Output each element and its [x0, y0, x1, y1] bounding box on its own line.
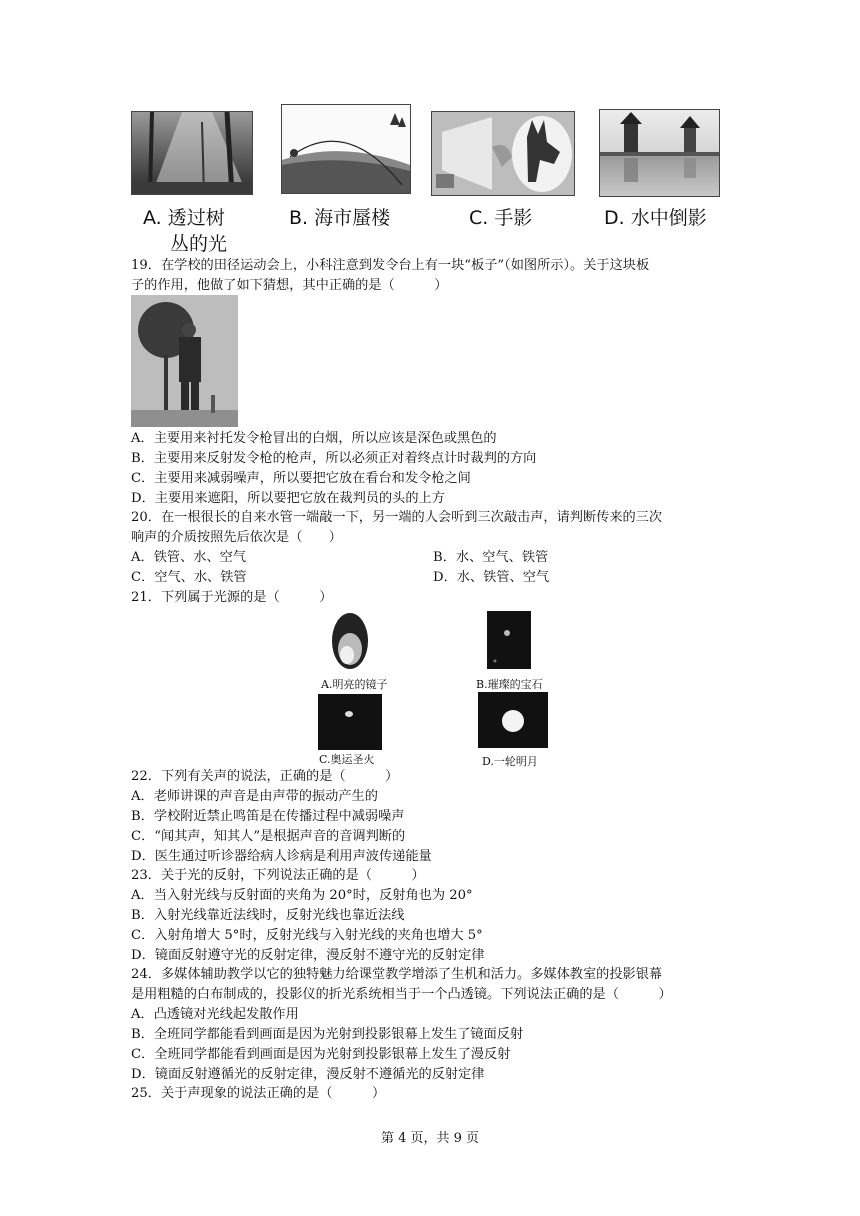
gemstone-caption: B.璀璨的宝石 [476, 678, 543, 691]
moon-picture [478, 692, 548, 748]
q25-stem: 25．关于声现象的说法正确的是（ ） [131, 1086, 386, 1101]
q23-stem: 23．关于光的反射，下列说法正确的是（ ） [131, 868, 425, 883]
q24-option-b: B．全班同学都能看到画面是因为光射到投影银幕上发生了镜面反射 [131, 1027, 524, 1042]
q23-option-b: B．入射光线靠近法线时，反射光线也靠近法线 [131, 908, 405, 923]
q20-option-c: C．空气、水、铁管 [131, 570, 247, 585]
option-b-caption: B. 海市蜃楼 [289, 207, 391, 229]
olympic-flame-picture [318, 694, 382, 750]
option-c-caption: C. 手影 [469, 207, 533, 229]
q19-stem-line2: 子的作用，他做了如下猜想，其中正确的是（ ） [131, 278, 448, 293]
water-reflection-photo [599, 109, 720, 197]
q23-option-c: C．入射角增大 5°时，反射光线与入射光线的夹角也增大 5° [131, 928, 483, 943]
q23-option-d: D．镜面反射遵守光的反射定律，漫反射不遵守光的反射定律 [131, 948, 485, 963]
q19-option-c: C．主要用来减弱噪声，所以要把它放在看台和发令枪之间 [131, 471, 471, 486]
q24-option-d: D．镜面反射遵循光的反射定律，漫反射不遵循光的反射定律 [131, 1067, 485, 1082]
q22-stem: 22．下列有关声的说法，正确的是（ ） [131, 769, 399, 784]
q24-stem-line2: 是用粗糙的白布制成的，投影仪的折光系统相当于一个凸透镜。下列说法正确的是（ ） [131, 987, 672, 1002]
option-d-caption: D. 水中倒影 [604, 207, 707, 229]
gemstone-picture [487, 611, 531, 669]
option-a-caption: A. 透过树 [143, 207, 225, 229]
q24-option-c: C．全班同学都能看到画面是因为光射到投影银幕上发生了漫反射 [131, 1047, 511, 1062]
q20-stem-line2: 响声的介质按照先后依次是（ ） [131, 530, 342, 545]
q19-stem-line1: 19．在学校的田径运动会上，小科注意到发令台上有一块“板子”（如图所示）。关于这块板 [131, 258, 650, 273]
bright-mirror-caption: A.明亮的镜子 [321, 678, 388, 691]
q19-option-a: A．主要用来衬托发令枪冒出的白烟，所以应该是深色或黑色的 [131, 431, 497, 446]
q20-option-a: A．铁管、水、空气 [131, 550, 247, 565]
q20-option-d: D．水、铁管、空气 [433, 570, 550, 585]
q20-option-b: B．水、空气、铁管 [433, 550, 549, 565]
q20-stem-line1: 20．在一根很长的自来水管一端敲一下，另一端的人会听到三次敲击声，请判断传来的三次 [131, 510, 663, 525]
starting-board-photo [131, 295, 238, 427]
q21-stem: 21．下列属于光源的是（ ） [131, 590, 333, 605]
tree-light-photo [131, 111, 253, 195]
option-a-caption-line2: 丛的光 [170, 233, 228, 255]
q23-option-a: A．当入射光线与反射面的夹角为 20°时，反射角也为 20° [131, 888, 473, 903]
hand-shadow-picture [431, 111, 575, 196]
q22-option-c: C．“闻其声，知其人”是根据声音的音调判断的 [131, 829, 406, 844]
olympic-flame-caption: C.奥运圣火 [319, 753, 375, 766]
q24-stem-line1: 24．多媒体辅助教学以它的独特魅力给课堂教学增添了生机和活力。多媒体教室的投影银幕 [131, 967, 663, 982]
mirage-picture [281, 104, 411, 194]
q22-option-a: A．老师讲课的声音是由声带的振动产生的 [131, 789, 378, 804]
q22-option-b: B．学校附近禁止鸣笛是在传播过程中减弱噪声 [131, 809, 405, 824]
q19-option-b: B．主要用来反射发令枪的枪声，所以必须正对着终点计时裁判的方向 [131, 451, 537, 466]
bright-mirror-picture [322, 609, 382, 675]
moon-caption: D.一轮明月 [482, 755, 538, 768]
q24-option-a: A．凸透镜对光线起发散作用 [131, 1007, 299, 1022]
page-footer: 第 4 页，共 9 页 [380, 1131, 480, 1146]
q19-option-d: D．主要用来遮阳，所以要把它放在裁判员的头的上方 [131, 491, 445, 506]
q22-option-d: D．医生通过听诊器给病人诊病是利用声波传递能量 [131, 849, 432, 864]
